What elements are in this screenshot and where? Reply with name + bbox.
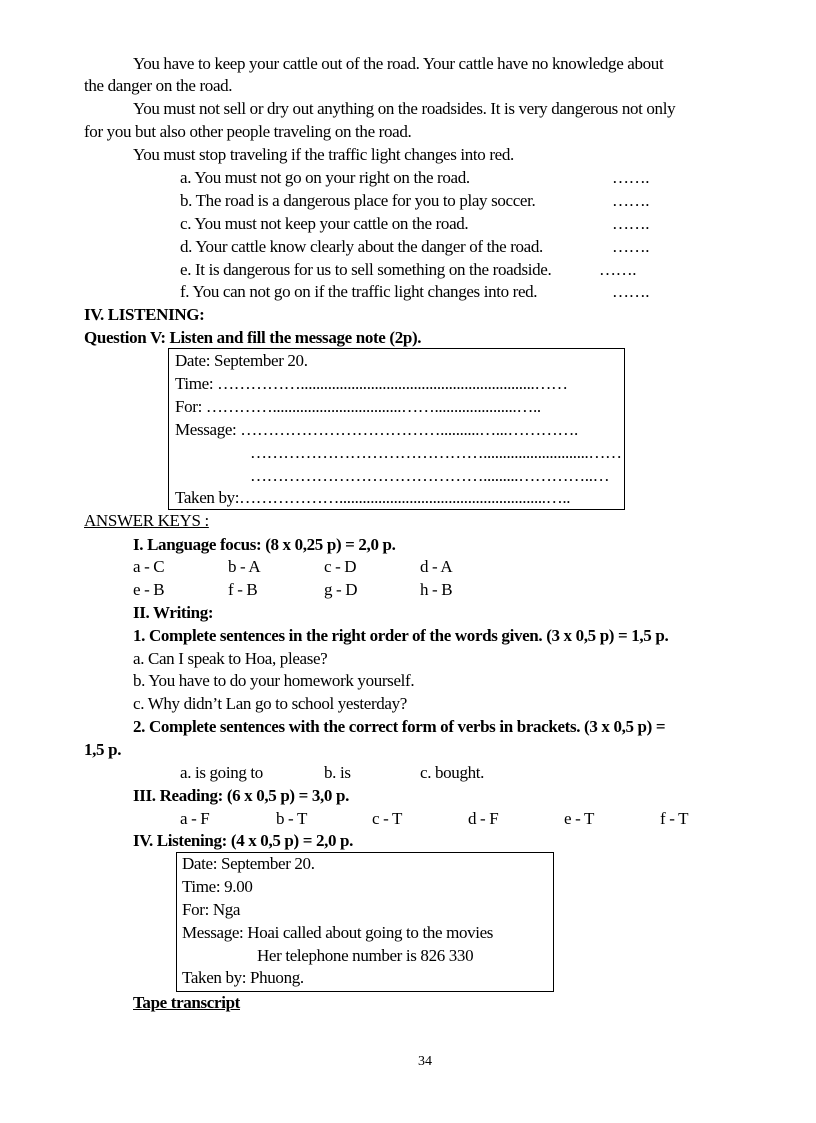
statement: e. It is dangerous for us to sell something on the roadside. <box>180 260 552 279</box>
answer: a - C <box>133 557 165 576</box>
answer-blank[interactable]: ……. <box>612 237 650 256</box>
tape-transcript-heading: Tape transcript <box>133 993 240 1012</box>
subsection-heading: 1. Complete sentences in the right order of the words given. (3 x 0,5 p) = 1,5 p. <box>133 626 669 645</box>
question-heading: Question V: Listen and fill the message note (2p). <box>84 328 422 347</box>
note-for: For: Nga <box>182 900 241 919</box>
answer: g - D <box>324 580 358 599</box>
statement: c. You must not keep your cattle on the road. <box>180 214 469 233</box>
note-taken-by: Taken by: Phuong. <box>182 968 304 987</box>
passage-text: You must stop traveling if the traffic light changes into red. <box>133 145 514 164</box>
passage-text: You have to keep your cattle out of the road. Your cattle have no knowledge about <box>133 54 664 73</box>
passage-text: for you but also other people traveling on the road. <box>84 122 412 141</box>
answer: b. You have to do your homework yourself. <box>133 671 415 690</box>
note-date: Date: September 20. <box>182 854 315 873</box>
note-for-field[interactable]: For: ………….................................…….....................….. <box>175 397 541 416</box>
statement: b. The road is a dangerous place for you to play soccer. <box>180 191 536 210</box>
note-time-field[interactable]: Time: ……………............................................................…… <box>175 374 568 393</box>
answer: a. is going to <box>180 763 263 782</box>
note-message-field[interactable]: Message: ………………………………..........…...…………. <box>175 420 578 439</box>
answer: d - F <box>468 809 499 828</box>
statement: d. Your cattle know clearly about the danger of the road. <box>180 237 543 256</box>
answer-keys-title: ANSWER KEYS : <box>84 511 209 530</box>
answer: b. is <box>324 763 351 782</box>
note-message: Her telephone number is 826 330 <box>257 946 474 965</box>
answer: c. Why didn’t Lan go to school yesterday? <box>133 694 407 713</box>
answer-blank[interactable]: ……. <box>612 214 650 233</box>
answer: e - B <box>133 580 165 599</box>
answer-blank[interactable]: ……. <box>612 282 650 301</box>
passage-text: You must not sell or dry out anything on the roadsides. It is very dangerous not only <box>133 99 676 118</box>
answer: b - A <box>228 557 261 576</box>
answer: c - D <box>324 557 357 576</box>
answer: a. Can I speak to Hoa, please? <box>133 649 328 668</box>
answer-blank[interactable]: ……. <box>612 191 650 210</box>
section-heading: IV. LISTENING: <box>84 305 205 324</box>
subsection-heading: 1,5 p. <box>84 740 122 759</box>
note-taken-by-field[interactable]: Taken by:……………….....................................................….. <box>175 488 571 507</box>
answer-blank[interactable]: ……. <box>599 260 637 279</box>
statement: a. You must not go on your right on the road. <box>180 168 470 187</box>
note-time: Time: 9.00 <box>182 877 253 896</box>
note-message-field[interactable]: ……………………………………...........................…… <box>250 443 622 462</box>
section-heading: IV. Listening: (4 x 0,5 p) = 2,0 p. <box>133 831 354 850</box>
note-message: Message: Hoai called about going to the movies <box>182 923 494 942</box>
section-heading: II. Writing: <box>133 603 214 622</box>
answer: f - T <box>660 809 689 828</box>
passage-text: the danger on the road. <box>84 76 233 95</box>
answer: c. bought. <box>420 763 485 782</box>
note-message-field[interactable]: …………………………………….........…………..… <box>250 466 610 485</box>
answer: b - T <box>276 809 307 828</box>
section-heading: I. Language focus: (8 x 0,25 p) = 2,0 p. <box>133 535 396 554</box>
answer: d - A <box>420 557 453 576</box>
answer: a - F <box>180 809 210 828</box>
answer: c - T <box>372 809 403 828</box>
answer: e - T <box>564 809 595 828</box>
page-number: 34 <box>418 1054 432 1069</box>
section-heading: III. Reading: (6 x 0,5 p) = 3,0 p. <box>133 786 349 805</box>
answer: f - B <box>228 580 258 599</box>
answer: h - B <box>420 580 453 599</box>
subsection-heading: 2. Complete sentences with the correct form of verbs in brackets. (3 x 0,5 p) = <box>133 717 666 736</box>
note-date: Date: September 20. <box>175 351 308 370</box>
statement: f. You can not go on if the traffic light changes into red. <box>180 282 538 301</box>
answer-blank[interactable]: ……. <box>612 168 650 187</box>
